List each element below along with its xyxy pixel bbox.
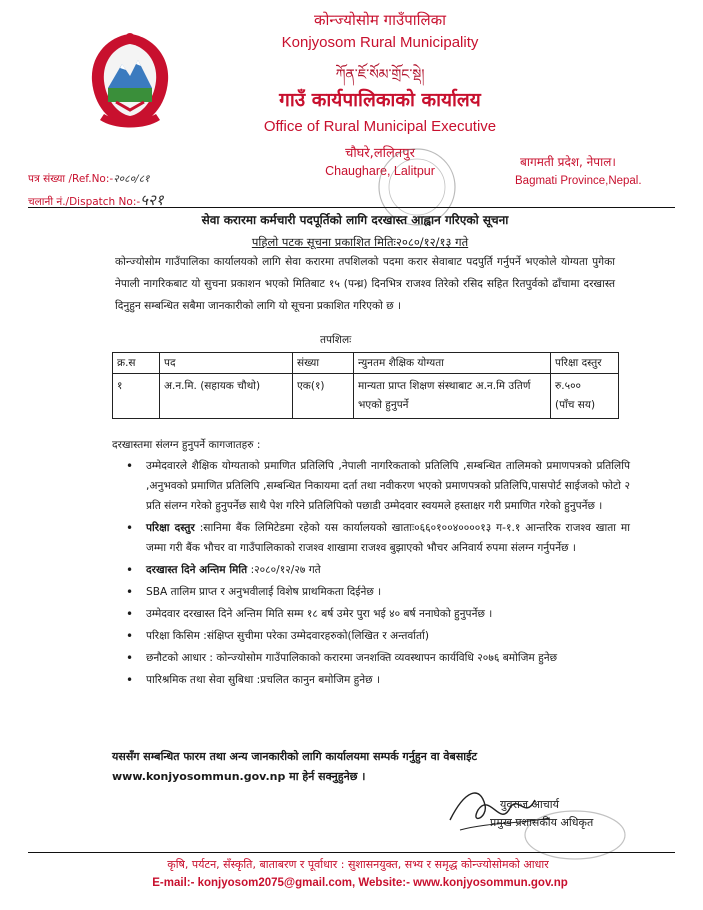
cell-sn: १	[113, 374, 160, 419]
closing-line-1: यससँग सम्बन्धित फारम तथा अन्य जानकारीको लागि कार्यालयमा सम्पर्क गर्नुहुन वा वेबसाईट	[112, 750, 478, 763]
office-name-english: Office of Rural Municipal Executive	[263, 118, 497, 135]
address-english: Chaughare, Lalitpur	[325, 164, 435, 178]
signatory-name: युवराज आचार्य	[500, 798, 559, 811]
dispatch-label: चलानी नं./Dispatch No:-	[28, 196, 141, 208]
table-header-fee: परिक्षा दस्तुर	[551, 353, 619, 374]
closing-line-2: www.konjyosommun.gov.np मा हेर्न सक्नुहुनेछ ।	[112, 770, 366, 783]
footer-slogan: कृषि, पर्यटन, सँस्कृति, बाताबरण र पूर्वाधार : सुशासनयुक्त, सभ्य र समृद्ध कोन्ज्योसोमको आधार	[167, 858, 549, 871]
notice-title: सेवा करारमा कर्मचारी पदपूर्तिको लागि दरखास्त आह्वान गरिएको सूचना	[201, 213, 509, 227]
municipality-name-english: Konjyosom Rural Municipality	[281, 34, 479, 51]
header-divider	[28, 207, 675, 208]
dispatch-value: ५२१	[140, 191, 164, 209]
list-item: • SBA तालिम प्राप्त र अनुभवीलाई विशेष प्राथमिकता दिईनेछ ।	[126, 585, 382, 599]
officer-stamp-icon	[520, 805, 630, 865]
reference-value: २०८०/८१	[113, 173, 150, 185]
list-item: • उम्मेदवारले शैक्षिक योग्यताको प्रमाणित प्रतिलिपि ,नेपाली नागरिकताको प्रतिलिपि ,सम्बन्धित तालिमको प्रमाणपत्रको प्रतिलिपि ,अनुभवको प्रमाणित प्रतिलिपि ,सम्बन्धित निकायमा दर्ता तथा नवीकरण भएको प्रमाणपत्रको प्रतिलिपि,पासपोर्ट साईजको फोटो २ प्रति संलग्न गरेको हुनुपर्नेछ साथै पेश गरिने प्रतिलिपिको पछाडी उम्मेदवार स्वयमले हस्ताक्षर गरी प्रमाणित गरेको हुनुपर्नेछ ।	[126, 459, 630, 512]
list-item: • परिक्षा किसिम :संक्षिप्त सुचीमा परेका उम्मेदवारहरुको(लिखित र अन्तर्वार्ता)	[126, 629, 429, 643]
publish-date-line: पहिलो पटक सूचना प्रकाशित मितिः२०८०/१२/१३ गते	[251, 235, 469, 249]
list-item: • छनौटको आधार : कोन्ज्योसोम गाउँपालिकाको करारमा जनशक्ति व्यवस्थापन कार्यविधि २०७६ बमोजिम हुनेछ	[126, 651, 558, 665]
cell-post: अ.न.मि. (सहायक चौथो)	[160, 374, 293, 419]
province-english: Bagmati Province,Nepal.	[515, 175, 642, 187]
table-header-row	[113, 353, 619, 374]
required-documents-label: दरखास्तमा संलग्न हुनुपर्ने कागजातहरु :	[112, 439, 261, 451]
list-item: • दरखास्त दिने अन्तिम मिति :२०८०/१२/२७ गते	[126, 563, 321, 577]
address-nepali: चौघरे,ललितपुर	[345, 146, 415, 161]
details-label: तपशिलः	[320, 334, 352, 346]
list-item: • उम्मेदवार दरखास्त दिने अन्तिम मिति सम्म १८ बर्ष उमेर पुरा भई ४० बर्ष ननाघेको हुनुपर्नेछ ।	[126, 607, 493, 621]
footer-divider	[28, 852, 675, 853]
table-row	[113, 374, 619, 419]
fee-amount: रु.५००	[555, 380, 581, 392]
cell-fee	[551, 374, 619, 419]
table-header-qualification: न्युनतम शैक्षिक योग्यता	[354, 353, 551, 374]
office-name-nepali: गाउँ कार्यपालिकाको कार्यालय	[279, 89, 481, 111]
province-nepali: बागमती प्रदेश, नेपाल।	[520, 155, 616, 169]
requirements-list	[112, 456, 630, 692]
list-item: • परिक्षा दस्तुर :सानिमा बैंक लिमिटेडमा रहेको यस कार्यालयको खाताः०६६०१००४००००१३ ग-१.१ आन्तरिक राजश्व खाता मा जम्मा गरी बैंक भौचर वा गाउँपालिकाको राजश्व शाखामा राजश्व बुझाएको भौचर अनिवार्य रुपमा संलग्न गर्नुपर्नेछ ।	[126, 521, 630, 554]
table-header-sn: क्र.स	[113, 353, 160, 374]
cell-qualification: मान्यता प्राप्त शिक्षण संस्थाबाट अ.न.मि उतिर्ण भएको हुनुपर्ने	[354, 374, 551, 419]
fee-words: (पाँच सय)	[555, 399, 596, 411]
table-header-count: संख्या	[293, 353, 354, 374]
footer-contact: E-mail:- konjyosom2075@gmail.com, Website:- www.konjyosommun.gov.np	[152, 877, 568, 889]
reference-label: पत्र संख्या /Ref.No:-	[28, 173, 114, 185]
municipality-name-tibetan: ཀོན་ཇོ་སོམ་གྲོང་སྡེ།	[335, 67, 425, 83]
vacancy-table	[112, 352, 619, 419]
table-header-post: पद	[160, 353, 293, 374]
reference-number	[28, 172, 150, 186]
cell-count: एक(१)	[293, 374, 354, 419]
nepal-emblem-icon	[80, 26, 180, 136]
notice-intro-paragraph: कोन्ज्योसोम गाउँपालिका कार्यालयको लागि सेवा करारमा तपशिलको पदमा करार सेवाबाट पदपुर्ति गर्नुपर्ने भएकोले योग्यता पुगेका नेपाली नागरिकबाट यो सुचना प्रकाशन भएको मितिबाट १५ (पन्ध्र) दिनभित्र राजश्व तिरेको रसिद सहित रितपुर्वको ढाँचामा दरखास्त दिनुहुन सम्बन्धित सबैमा जानकारीको लागि यो सूचना प्रकाशित गरिएको छ ।	[115, 256, 615, 312]
signatory-title: प्रमुख प्रशासकीय अधिकृत	[490, 816, 594, 829]
municipality-name-nepali: कोन्ज्योसोम गाउँपालिका	[313, 11, 447, 29]
list-item: • पारिश्रमिक तथा सेवा सुबिधा :प्रचलित कानुन बमोजिम हुनेछ ।	[126, 673, 380, 687]
